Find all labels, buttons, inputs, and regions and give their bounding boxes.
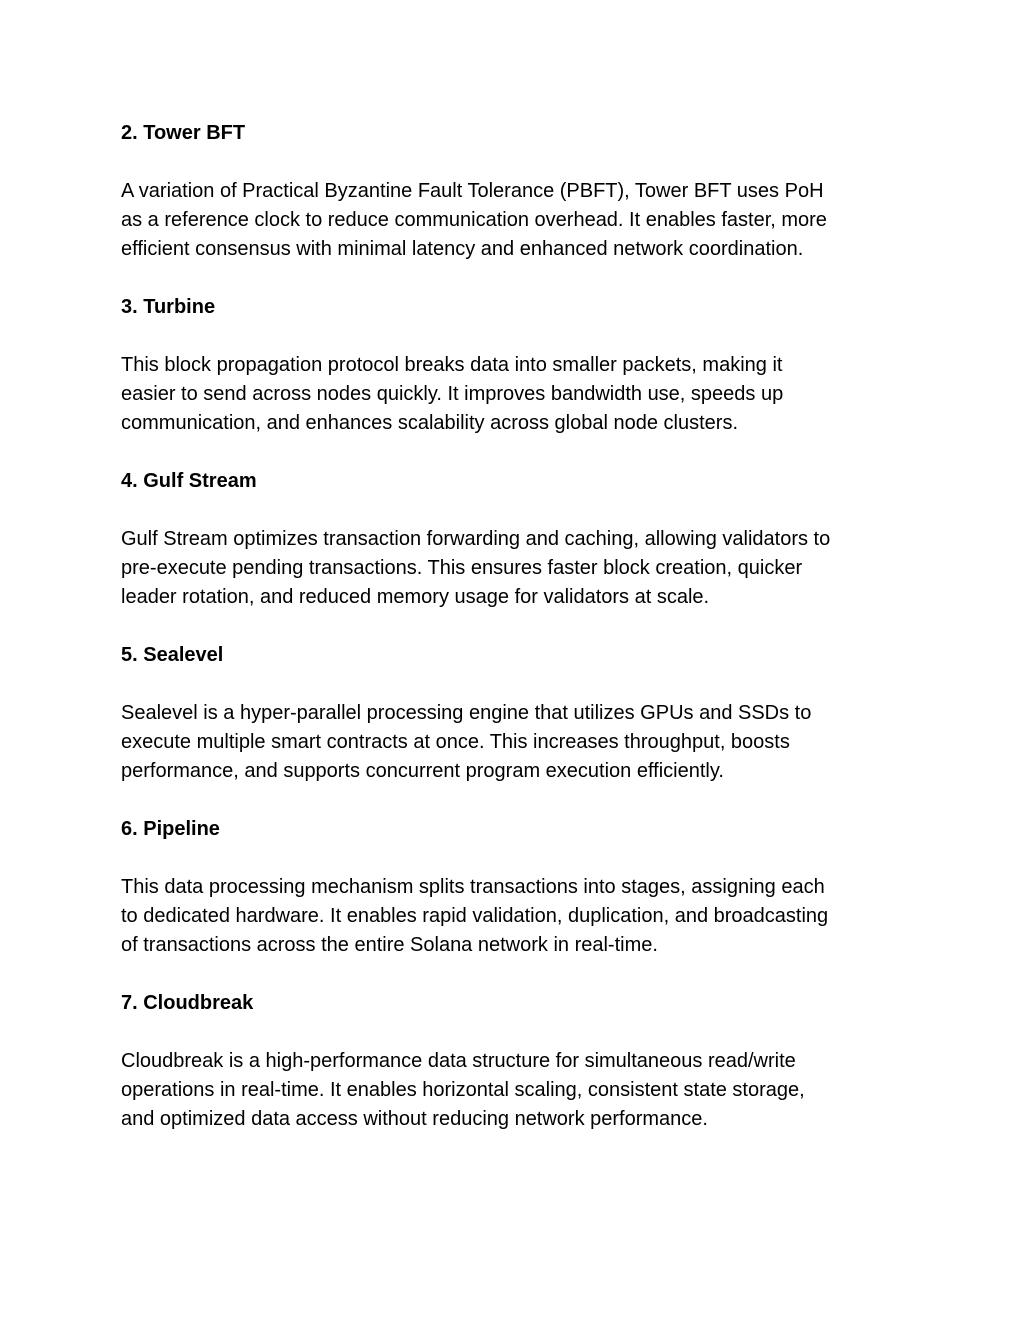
document-page: [121, 119, 911, 1163]
section-heading: 3. Turbine: [121, 296, 216, 318]
section-paragraph: Cloudbreak is a high-performance data structure for simultaneous read/write operations in real-time. It enables horizontal scaling, consistent state storage, and optimized data access without reducing network performance.: [121, 1050, 805, 1130]
section-paragraph: This data processing mechanism splits transactions into stages, assigning each to dedicated hardware. It enables rapid validation, duplication, and broadcasting of transactions across the entire Solana network in real-time.: [121, 876, 829, 956]
section-paragraph: Gulf Stream optimizes transaction forwarding and caching, allowing validators to pre-execute pending transactions. This ensures faster block creation, quicker leader rotation, and reduced memory usage for validators at scale.: [121, 528, 831, 608]
section-heading: 7. Cloudbreak: [121, 992, 254, 1014]
section-turbine: [121, 293, 911, 438]
section-cloudbreak: [121, 989, 911, 1134]
section-paragraph: A variation of Practical Byzantine Fault Tolerance (PBFT), Tower BFT uses PoH as a reference clock to reduce communication overhead. It enables faster, more efficient consensus with minimal latency and enhanced network coordination.: [121, 180, 827, 260]
section-tower-bft: [121, 119, 911, 264]
section-paragraph: Sealevel is a hyper-parallel processing engine that utilizes GPUs and SSDs to execute multiple smart contracts at once. This increases throughput, boosts performance, and supports concurrent program execution efficiently.: [121, 702, 812, 782]
section-paragraph: This block propagation protocol breaks data into smaller packets, making it easier to send across nodes quickly. It improves bandwidth use, speeds up communication, and enhances scalability across global node clusters.: [121, 354, 784, 434]
section-heading: 2. Tower BFT: [121, 122, 246, 144]
section-heading: 5. Sealevel: [121, 644, 224, 666]
section-heading: 4. Gulf Stream: [121, 470, 257, 492]
section-sealevel: [121, 641, 911, 786]
section-pipeline: [121, 815, 911, 960]
section-gulf-stream: [121, 467, 911, 612]
section-heading: 6. Pipeline: [121, 818, 220, 840]
